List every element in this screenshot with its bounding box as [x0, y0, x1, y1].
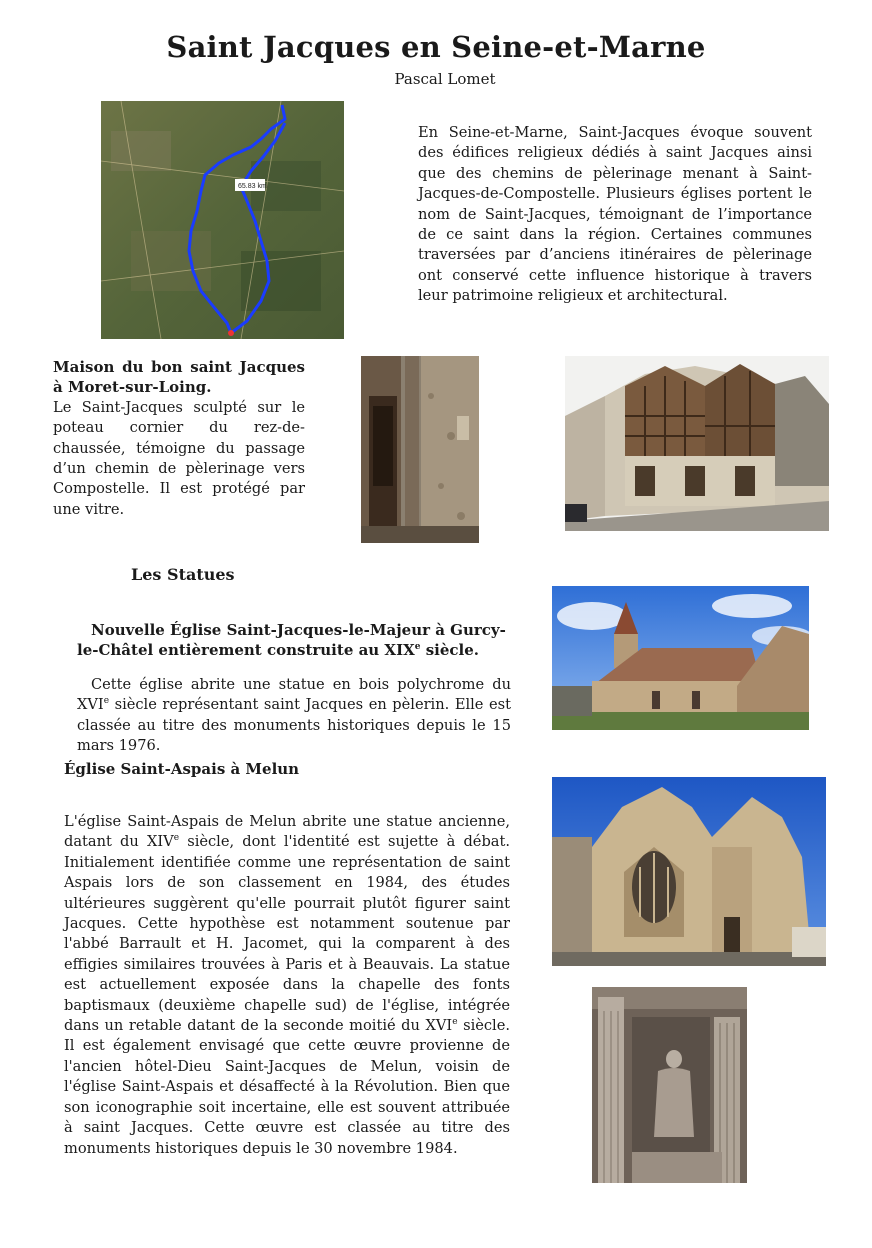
- melun-statue-photo: [592, 987, 747, 1183]
- melun-paragraph: L'église Saint-Aspais de Melun abrite une statue ancienne, datant du XIVe siècle, dont l'identité est sujette à débat. Initialement identifiée comme une représentation de saint Aspais lors de son classement en 1984, des études ultérieures suggèrent qu'elle pourrait plutôt figurer saint Jacques. Cette hypothèse est notamment soutenue par l'abbé Barrault et H. Jacomet, qui la comparent à des effigies similaires trouvées à Paris et à Beauvais. La statue est actuellement exposée dans la chapelle des fonts baptismaux (deuxième chapelle sud) de l'église, intégrée dans un retable datant de la seconde moitié du XVIe siècle. Il est également envisagé que cette œuvre provienne de l'ancien hôtel-Dieu Saint-Jacques de Melun, voisin de l'église Saint-Aspais et désaffecté à la Révolution. Bien que son iconographie soit incertaine, elle est souvent attribuée à saint Jacques. Cette œuvre est classée au titre des monuments historiques depuis le 30 novembre 1984.: [64, 813, 510, 1157]
- author-name: Pascal Lomet: [394, 70, 496, 88]
- map-distance-label: 65.83 km: [238, 183, 267, 190]
- melun-church-photo: [552, 777, 826, 966]
- maison-section: [53, 357, 305, 520]
- page-title: Saint Jacques en Seine-et-Marne: [166, 30, 706, 64]
- gurcy-section: [77, 620, 511, 756]
- route-map-image: [101, 101, 344, 339]
- gurcy-heading: Nouvelle Église Saint-Jacques-le-Majeur à Gurcy-le-Châtel entièrement construite au XIXe siècle.: [77, 621, 506, 660]
- gurcy-church-photo: [552, 586, 809, 730]
- maison-heading: Maison du bon saint Jacques à Moret-sur-Loing.: [53, 358, 305, 397]
- melun-heading: Église Saint-Aspais à Melun: [64, 760, 300, 778]
- maison-house-photo: [565, 356, 829, 531]
- statues-heading: Les Statues: [131, 565, 235, 584]
- gurcy-paragraph: Cette église abrite une statue en bois polychrome du XVIe siècle représentant saint Jacques en pèlerin. Elle est classée au titre des monuments historiques depuis le 15 mars 1976.: [77, 675, 511, 755]
- intro-paragraph: En Seine-et-Marne, Saint-Jacques évoque souvent des édifices religieux dédiés à saint Jacques ainsi que des chemins de pèlerinage menant à Saint-Jacques-de-Compostelle. Plusieurs églises portent le nom de Saint-Jacques, témoignant de l’importance de ce saint dans la région. Certaines communes traversées par d’anciens itinéraires de pèlerinage ont conservé cette influence historique à travers leur patrimoine religieux et architectural.: [418, 124, 812, 305]
- maison-post-photo: [361, 356, 479, 543]
- maison-paragraph: Le Saint-Jacques sculpté sur le poteau cornier du rez-de-chaussée, témoigne du passage d’un chemin de pèlerinage vers Compostelle. Il est protégé par une vitre.: [53, 398, 305, 518]
